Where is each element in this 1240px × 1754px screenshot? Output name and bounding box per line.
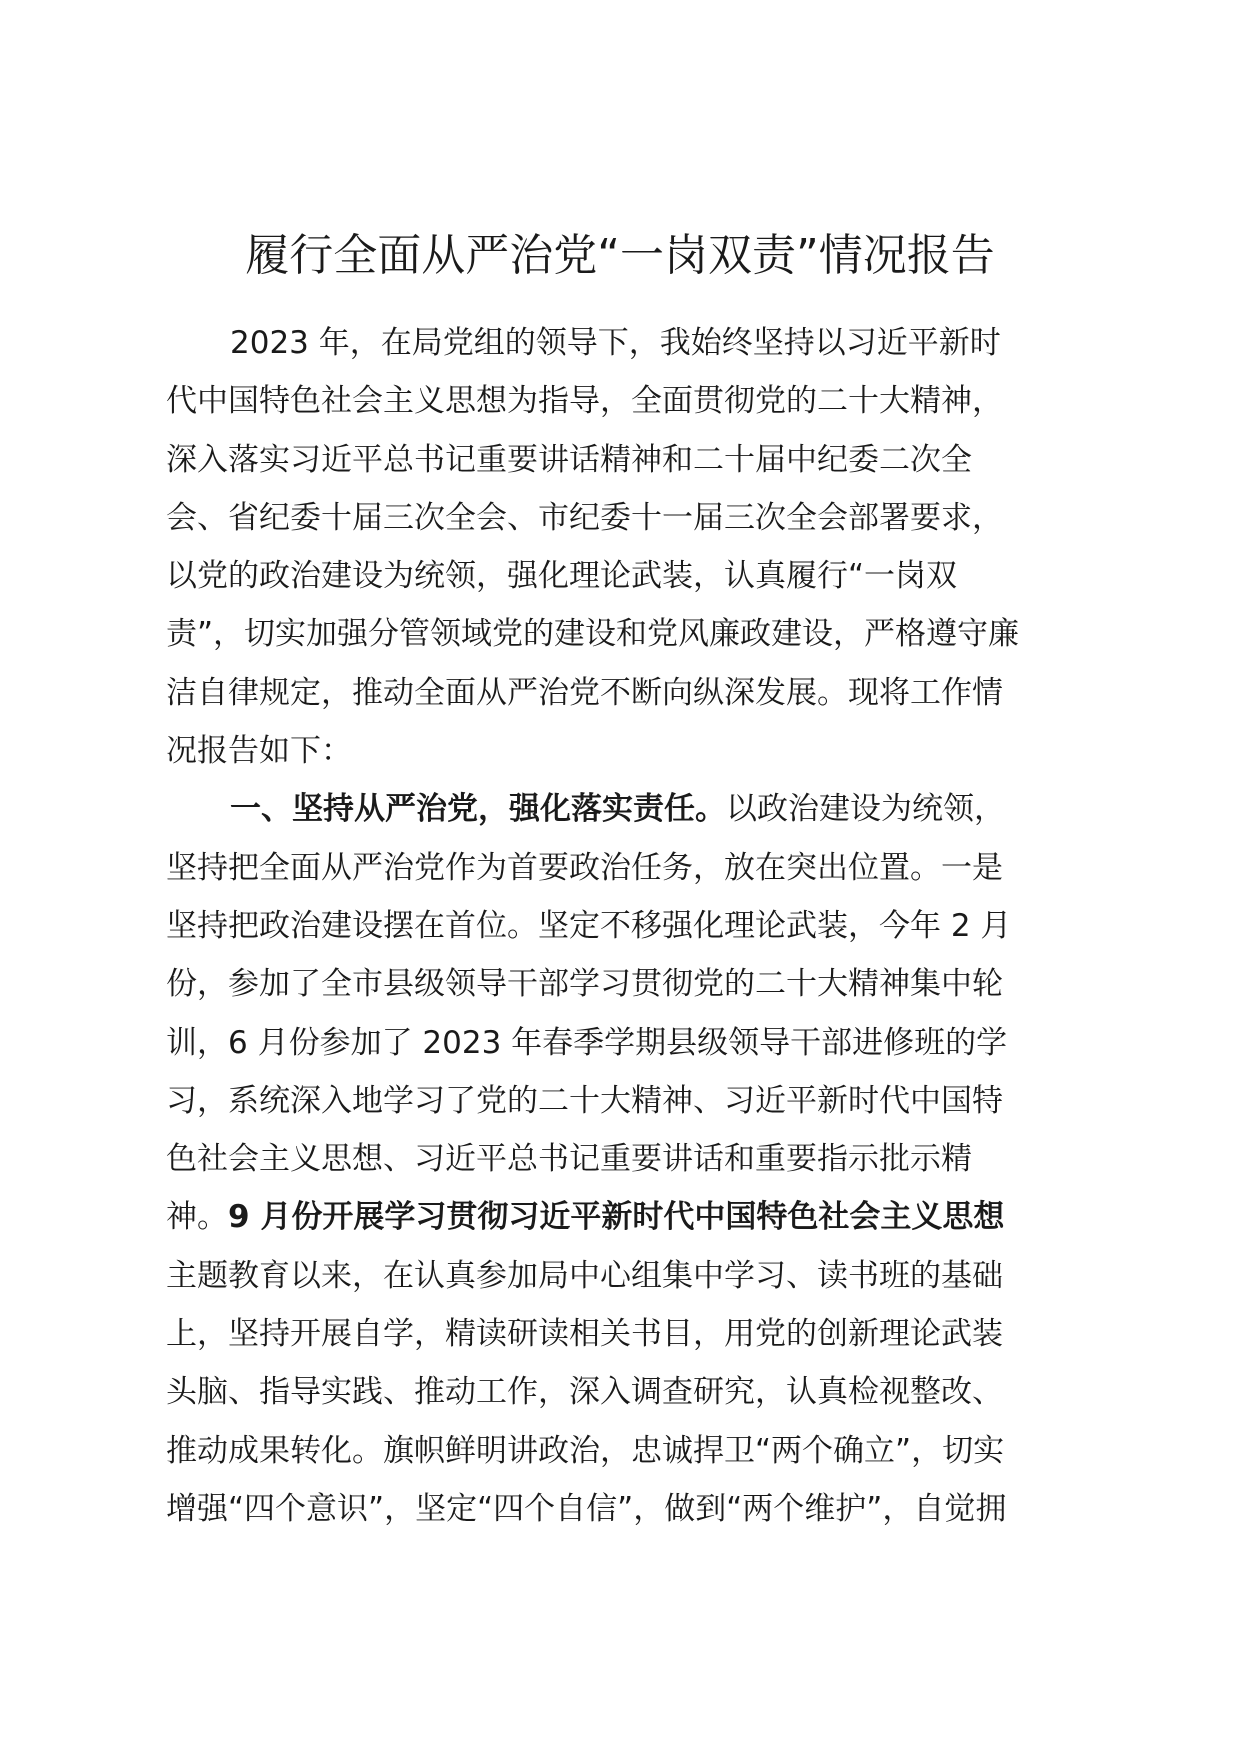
paragraph-1-line: 2023 年，在局党组的领导下，我始终坚持以习近平新时: [230, 325, 1001, 361]
paragraph-2-line: 份，参加了全市县级领导干部学习贯彻党的二十大精神集中轮: [166, 966, 1003, 1003]
document-title: 履行全面从严治党“一岗双责”情况报告: [245, 230, 995, 281]
document-body: [166, 314, 1096, 1538]
paragraph-1-line: 责”，切实加强分管领域党的建设和党风廉政建设，严格遵守廉: [166, 616, 1020, 653]
paragraph-2-line: 坚持把全面从严治党作为首要政治任务，放在突出位置。一是: [166, 849, 1003, 886]
paragraph-1-line: 洁自律规定，推动全面从严治党不断向纵深发展。现将工作情: [166, 674, 1003, 711]
paragraph-1-line: 况报告如下：: [166, 733, 352, 770]
section-heading: 一、坚持从严治党，强化落实责任。: [230, 791, 726, 828]
paragraph-2-mixed-line: [166, 1188, 1096, 1246]
paragraph-2-line: 训，6 月份参加了 2023 年春季学期县级领导干部进修班的学: [166, 1024, 1008, 1061]
paragraph-2-line: 推动成果转化。旗帜鲜明讲政治，忠诚捍卫“两个确立”，切实: [166, 1432, 1005, 1469]
paragraph-2-line: 坚持把政治建设摆在首位。坚定不移强化理论武装，今年 2 月: [166, 907, 1012, 944]
paragraph-2-text: 以政治建设为统领，: [726, 791, 1005, 828]
paragraph-2-line: 头脑、指导实践、推动工作，深入调查研究，认真检视整改、: [166, 1374, 1003, 1411]
paragraph-2-line: 习，系统深入地学习了党的二十大精神、习近平新时代中国特: [166, 1082, 1003, 1119]
paragraph-1-line: 深入落实习近平总书记重要讲话精神和二十届中纪委二次全: [166, 441, 972, 478]
paragraph-2-line: 色社会主义思想、习近平总书记重要讲话和重要指示批示精: [166, 1141, 972, 1178]
paragraph-2-text: 神。: [166, 1199, 228, 1236]
paragraph-2-first-line: [166, 780, 1096, 838]
paragraph-2-bold-text: 9 月份开展学习贯彻习近平新时代中国特色社会主义思想: [228, 1199, 1005, 1236]
paragraph-1-line: 以党的政治建设为统领，强化理论武装，认真履行“一岗双: [166, 558, 958, 595]
paragraph-1-line: 会、省纪委十届三次全会、市纪委十一届三次全会部署要求，: [166, 499, 1003, 536]
paragraph-1-line: 代中国特色社会主义思想为指导，全面贯彻党的二十大精神，: [166, 383, 1003, 420]
paragraph-2-line: 主题教育以来，在认真参加局中心组集中学习、读书班的基础: [166, 1257, 1003, 1294]
paragraph-2-line: 上，坚持开展自学，精读研读相关书目，用党的创新理论武装: [166, 1316, 1003, 1353]
paragraph-2-line: 增强“四个意识”，坚定“四个自信”，做到“两个维护”，自觉拥: [166, 1490, 1007, 1527]
